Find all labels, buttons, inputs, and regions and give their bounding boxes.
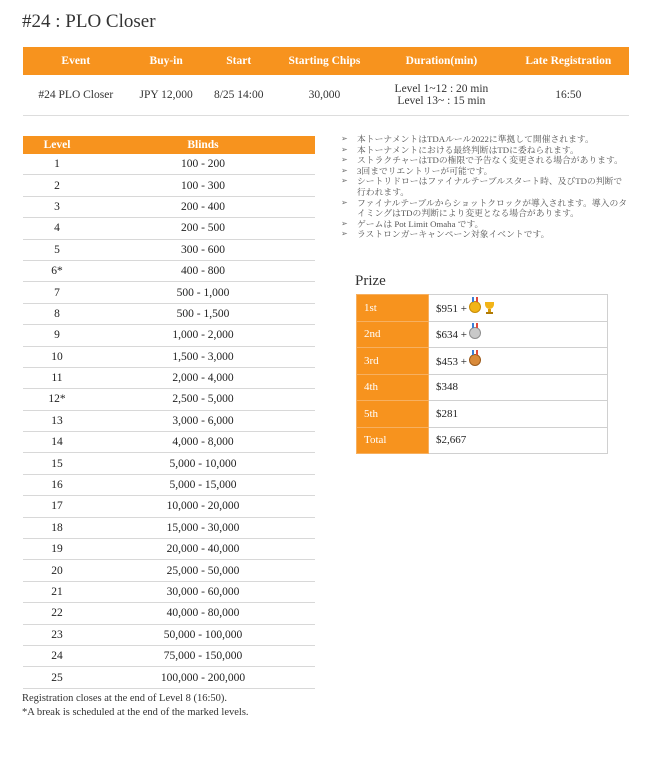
gold-medal-icon: [469, 301, 481, 313]
blinds-value: 300 - 600: [91, 239, 315, 260]
blinds-table-header: [23, 136, 315, 154]
rule-text: 本トーナメントにおける最終判断はTDに委ねられます。: [357, 144, 579, 155]
blinds-row: [23, 218, 315, 239]
event-header-duration: Duration(min): [375, 47, 507, 75]
blinds-value: 100 - 300: [91, 175, 315, 196]
rule-item: [339, 229, 629, 240]
blinds-value: 100,000 - 200,000: [91, 667, 315, 688]
blinds-row: [23, 474, 315, 495]
blinds-row: [23, 667, 315, 688]
blinds-value: 75,000 - 150,000: [91, 645, 315, 666]
blinds-value: 40,000 - 80,000: [91, 603, 315, 624]
blinds-value: 4,000 - 8,000: [91, 432, 315, 453]
blinds-row: [23, 282, 315, 303]
prize-amount-cell: [429, 348, 608, 375]
blinds-row: [23, 154, 315, 175]
rules-list: [339, 134, 629, 240]
arrow-right-icon: ➢: [341, 165, 348, 175]
blinds-level: 9: [23, 325, 91, 346]
rule-item: [339, 198, 629, 219]
blinds-value: 30,000 - 60,000: [91, 581, 315, 602]
blinds-value: 2,000 - 4,000: [91, 367, 315, 388]
blinds-value: 2,500 - 5,000: [91, 389, 315, 410]
prize-amount: $951 +: [436, 302, 467, 315]
blinds-level: 15: [23, 453, 91, 474]
blinds-row: [23, 496, 315, 517]
blinds-value: 400 - 800: [91, 260, 315, 281]
prize-amount-cell: [429, 321, 608, 348]
blinds-row: [23, 325, 315, 346]
event-header-buyin: Buy-in: [129, 47, 204, 75]
arrow-right-icon: ➢: [341, 176, 348, 186]
blinds-row: [23, 603, 315, 624]
rule-item: [339, 134, 629, 145]
blinds-table: [23, 136, 315, 689]
silver-medal-icon: [469, 327, 481, 339]
blinds-level: 8: [23, 303, 91, 324]
blinds-row: [23, 624, 315, 645]
rule-text: 3回までリエントリーが可能です。: [357, 165, 493, 176]
blinds-level: 13: [23, 410, 91, 431]
arrow-right-icon: ➢: [341, 218, 348, 228]
blinds-value: 5,000 - 15,000: [91, 474, 315, 495]
prize-place: 2nd: [357, 321, 429, 348]
blinds-row: [23, 389, 315, 410]
blinds-level: 5: [23, 239, 91, 260]
rule-text: ストラクチャーはTDの権限で予告なく変更される場合があります。: [357, 155, 623, 166]
trophy-icon: [484, 302, 495, 314]
blinds-level: 10: [23, 346, 91, 367]
blinds-value: 1,000 - 2,000: [91, 325, 315, 346]
prize-row: [357, 427, 608, 454]
blinds-level: 25: [23, 667, 91, 688]
arrow-right-icon: ➢: [341, 155, 348, 165]
event-start: 8/25 14:00: [204, 75, 274, 116]
duration-line-2: Level 13~ : 15 min: [397, 95, 486, 107]
break-note: *A break is scheduled at the end of the marked levels.: [22, 707, 249, 718]
event-duration: [375, 75, 507, 116]
blinds-row: [23, 303, 315, 324]
rule-item: [339, 219, 629, 230]
blinds-level: 7: [23, 282, 91, 303]
page-title: #24 : PLO Closer: [22, 11, 156, 32]
event-late-registration: 16:50: [508, 75, 629, 116]
blinds-value: 15,000 - 30,000: [91, 517, 315, 538]
prize-row: [357, 295, 608, 322]
bronze-medal-icon: [469, 354, 481, 366]
arrow-right-icon: ➢: [341, 197, 348, 207]
blinds-level: 3: [23, 196, 91, 217]
prize-amount: $634 +: [436, 329, 467, 342]
prize-row: [357, 348, 608, 375]
blinds-row: [23, 581, 315, 602]
blinds-level: 17: [23, 496, 91, 517]
arrow-right-icon: ➢: [341, 144, 348, 154]
blinds-level: 2: [23, 175, 91, 196]
blinds-row: [23, 432, 315, 453]
prize-amount-cell: [429, 401, 608, 428]
rule-text: 本トーナメントはTDAルール2022に準拠して開催されます。: [357, 134, 594, 144]
rule-item: [339, 166, 629, 177]
blinds-row: [23, 645, 315, 666]
rule-text: ゲームは Pot Limit Omaha です。: [357, 218, 484, 229]
blinds-level: 11: [23, 367, 91, 388]
prize-amount: $2,667: [436, 434, 467, 447]
prize-row: [357, 374, 608, 401]
blinds-row: [23, 196, 315, 217]
duration-line-1: Level 1~12 : 20 min: [394, 83, 489, 95]
prize-amount: $453 +: [436, 355, 467, 368]
rule-item: [339, 155, 629, 166]
rule-text: シートリドローはファイナルテーブルスタート時、及びTDの判断で行われます。: [357, 176, 623, 197]
blinds-row: [23, 260, 315, 281]
blinds-value: 5,000 - 10,000: [91, 453, 315, 474]
prize-amount-cell: [429, 374, 608, 401]
event-starting-chips: 30,000: [274, 75, 376, 116]
prize-place: Total: [357, 427, 429, 454]
prize-amount: $348: [436, 381, 458, 394]
prize-amount-cell: [429, 427, 608, 454]
event-header-chips: Starting Chips: [274, 47, 376, 75]
event-table-header: [23, 47, 629, 75]
blinds-value: 20,000 - 40,000: [91, 539, 315, 560]
blinds-level: 20: [23, 560, 91, 581]
prize-row: [357, 401, 608, 428]
blinds-level: 22: [23, 603, 91, 624]
blinds-level: 1: [23, 154, 91, 175]
blinds-value: 200 - 500: [91, 218, 315, 239]
prize-amount: $281: [436, 407, 458, 420]
event-buyin: JPY 12,000: [129, 75, 204, 116]
blinds-value: 25,000 - 50,000: [91, 560, 315, 581]
rule-item: [339, 145, 629, 156]
arrow-right-icon: ➢: [341, 134, 348, 143]
blinds-header-blinds: Blinds: [91, 136, 315, 154]
prize-amount-cell: [429, 295, 608, 322]
registration-note: Registration closes at the end of Level 8 (16:50).: [22, 693, 227, 704]
prize-place: 1st: [357, 295, 429, 322]
blinds-value: 10,000 - 20,000: [91, 496, 315, 517]
blinds-value: 1,500 - 3,000: [91, 346, 315, 367]
event-header-event: Event: [23, 47, 129, 75]
blinds-row: [23, 539, 315, 560]
event-table: [23, 47, 629, 116]
blinds-row: [23, 453, 315, 474]
blinds-value: 100 - 200: [91, 154, 315, 175]
blinds-level: 19: [23, 539, 91, 560]
blinds-level: 6*: [23, 260, 91, 281]
blinds-level: 24: [23, 645, 91, 666]
blinds-notes: [22, 692, 249, 720]
arrow-right-icon: ➢: [341, 229, 348, 239]
blinds-level: 14: [23, 432, 91, 453]
prize-table: [356, 294, 608, 454]
blinds-level: 21: [23, 581, 91, 602]
event-header-late-registration: Late Registration: [508, 47, 629, 75]
blinds-row: [23, 239, 315, 260]
event-header-start: Start: [204, 47, 274, 75]
blinds-value: 500 - 1,500: [91, 303, 315, 324]
rule-text: ファイナルテーブルからショットクロックが導入されます。導入のタイミングはTDの判断により変更となる場合があります。: [357, 197, 628, 219]
prize-place: 5th: [357, 401, 429, 428]
blinds-header-level: Level: [23, 136, 91, 154]
blinds-level: 16: [23, 474, 91, 495]
blinds-row: [23, 346, 315, 367]
rule-text: ラストロンガーキャンペーン対象イベントです。: [357, 229, 550, 240]
blinds-value: 3,000 - 6,000: [91, 410, 315, 431]
prize-place: 4th: [357, 374, 429, 401]
prize-title: Prize: [355, 273, 386, 289]
blinds-level: 12*: [23, 389, 91, 410]
event-table-row: [23, 75, 629, 116]
blinds-table-body: [23, 154, 315, 688]
prize-row: [357, 321, 608, 348]
blinds-level: 18: [23, 517, 91, 538]
blinds-level: 23: [23, 624, 91, 645]
blinds-value: 200 - 400: [91, 196, 315, 217]
prize-place: 3rd: [357, 348, 429, 375]
blinds-level: 4: [23, 218, 91, 239]
event-name: #24 PLO Closer: [23, 75, 129, 116]
blinds-row: [23, 367, 315, 388]
blinds-value: 50,000 - 100,000: [91, 624, 315, 645]
blinds-row: [23, 175, 315, 196]
blinds-value: 500 - 1,000: [91, 282, 315, 303]
blinds-row: [23, 560, 315, 581]
blinds-row: [23, 410, 315, 431]
rule-item: [339, 176, 629, 197]
prize-table-body: [357, 295, 608, 454]
blinds-row: [23, 517, 315, 538]
